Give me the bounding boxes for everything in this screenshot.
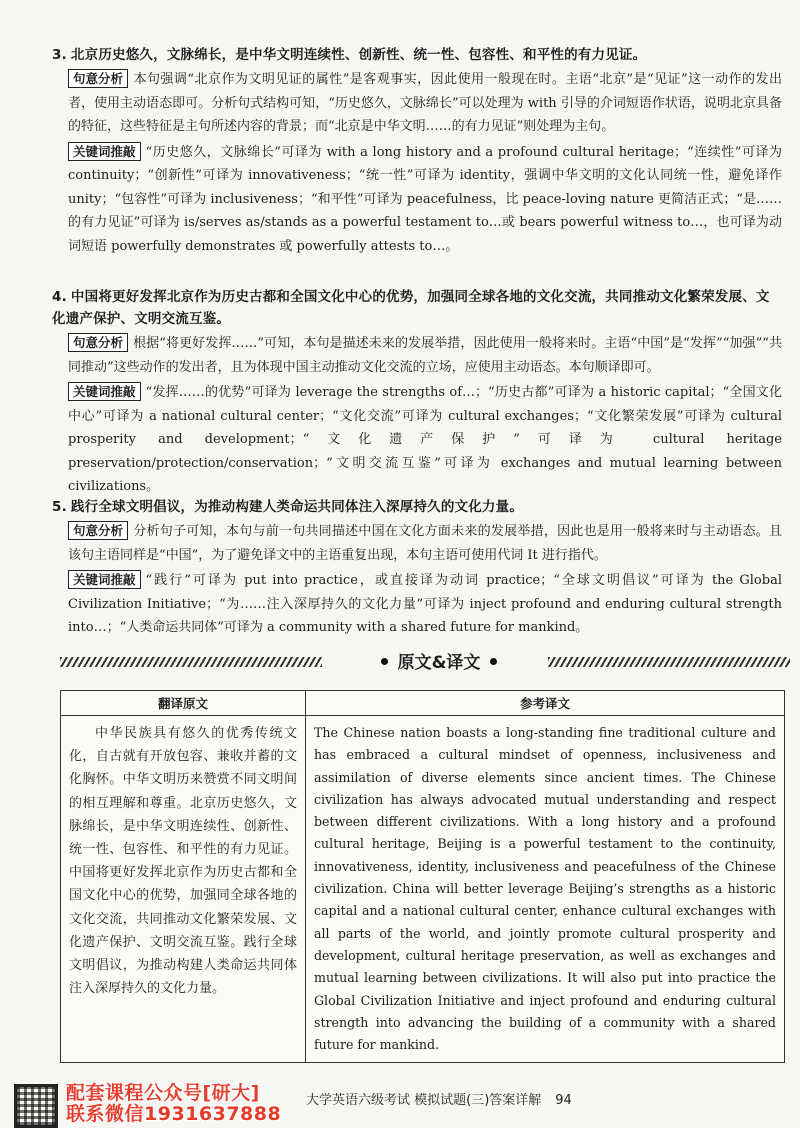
section-title: 原文&译文 <box>330 652 548 674</box>
keywords-paragraph: 关键词推敲 “践行”可译为 put into practice，或直接译为动词 practice；“全球文明倡议”可译为 the Global Civilization Initiative；“为……注入深厚持久的文化力量”可译为 inject profound and enduring cultural strength into…；“人类命运共同体”可译为 a community with a shared future for mankind。 <box>68 572 782 635</box>
analysis-tag: 句意分析 <box>68 69 128 88</box>
item-question: 3. 北京历史悠久，文脉绵长，是中华文明连续性、创新性、统一性、包容性、和平性的有力见证。 <box>52 47 647 63</box>
table-row <box>61 716 785 1063</box>
source-text-cell: 中华民族具有悠久的优秀传统文化，自古就有开放包容、兼收并蓄的文化胸怀。中华文明历来赞赏不同文明间的相互理解和尊重。北京历史悠久，文脉绵长，是中华文明连续性、创新性、统一性、包容性、和平性的有力见证。中国将更好发挥北京作为历史古都和全国文化中心的优势，加强同全球各地的文化交流，共同推动文化繁荣发展、文化遗产保护、文明交流互鉴。践行全球文明倡议，为推动构建人类命运共同体注入深厚持久的文化力量。 <box>61 716 306 1063</box>
analysis-paragraph: 句意分析 根据“将更好发挥……”可知，本句是描述未来的发展举措，因此使用一般将来时。主语“中国”是“发挥”“加强”“共同推动”这些动作的发出者，且为体现中国主动推动文化交流的立场，应使用主动语态。本句顺译即可。 <box>68 335 782 375</box>
section-banner <box>60 652 790 676</box>
qr-code-icon <box>14 1084 58 1128</box>
column-header-reference: 参考译文 <box>306 691 785 716</box>
analysis-paragraph: 句意分析 分析句子可知，本句与前一句共同描述中国在文化方面未来的发展举措，因此也是用一般将来时与主动语态。且该句主语同样是“中国”，为了避免译文中的主语重复出现，本句主语可使用代词 It 进行指代。 <box>68 523 782 563</box>
banner-hatch-left <box>60 657 322 667</box>
reference-text-cell: The Chinese nation boasts a long-standing fine traditional culture and has embraced a cultural mindset of openness, inclusiveness and assimilation of diverse elements since ancient times. The Chinese civilization has always advocated mutual understanding and respect between different civilizations. With a long history and a profound cultural heritage, Beijing is a powerful testament to the continuity, innovativeness, identity, inclusiveness and peacefulness of the Chinese civilization. China will better leverage Beijing’s strengths as a historic capital and a national cultural center, enhance cultural exchanges with all parts of the world, and jointly promote cultural prosperity and development, cultural heritage preservation, as well as exchanges and mutual learning between civilizations. It will also put into practice the Global Civilization Initiative and inject profound and enduring cultural strength into advancing the building of a community with a shared future for mankind. <box>306 716 785 1063</box>
item-question: 4. 中国将更好发挥北京作为历史古都和全国文化中心的优势，加强同全球各地的文化交流，共同推动文化繁荣发展、文化遗产保护、文明交流互鉴。 <box>52 289 770 327</box>
keywords-tag: 关键词推敲 <box>68 142 141 161</box>
keywords-paragraph: 关键词推敲 “发挥……的优势”可译为 leverage the strengths of…；“历史古都”可译为 a historic capital；“全国文化中心”可译为 a national cultural center；“文化交流”可译为 cultural exchanges；“文化繁荣发展”可译为 cultural prosperity and development；“文化遗产保护”可译为 cultural heritage preservation/protection/conservation；“文明交流互鉴”可译为 exchanges and mutual learning between civilizations。 <box>68 384 782 494</box>
column-header-source: 翻译原文 <box>61 691 306 716</box>
page-number: 94 <box>555 1093 572 1108</box>
bullet-dot-icon <box>490 658 497 665</box>
translation-item-4 <box>52 286 782 499</box>
keywords-tag: 关键词推敲 <box>68 570 141 589</box>
translation-item-3 <box>52 44 782 258</box>
bullet-dot-icon <box>381 658 388 665</box>
translation-item-5 <box>52 496 782 640</box>
running-footer <box>306 1092 572 1110</box>
page-footer <box>0 1070 800 1124</box>
item-question: 5. 践行全球文明倡议，为推动构建人类命运共同体注入深厚持久的文化力量。 <box>52 499 524 515</box>
watermark-line-1: 配套课程公众号[研大] <box>66 1082 260 1104</box>
keywords-paragraph: 关键词推敲 “历史悠久，文脉绵长”可译为 with a long history and a profound cultural heritage；“连续性”可译为 continuity；“创新性”可译为 innovativeness；“统一性”可译为 identity，强调中华文明的文化认同统一性，避免译作 unity；“包容性”可译为 inclusiveness；“和平性”可译为 peacefulness，比 peace-loving nature 更简洁正式；“是……的有力见证”可译为 is/serves as/stands as a powerful testament to…或 bears powerful witness to…，也可译为动词短语 powerfully demonstrates 或 powerfully attests to…。 <box>68 143 782 254</box>
watermark-line-2: 联系微信1931637888 <box>66 1103 282 1125</box>
banner-hatch-right <box>548 657 790 667</box>
translation-table <box>60 690 785 1063</box>
analysis-tag: 句意分析 <box>68 333 128 352</box>
running-title: 大学英语六级考试 模拟试题(三)答案详解 <box>306 1093 542 1108</box>
table-header-row <box>61 691 785 716</box>
analysis-tag: 句意分析 <box>68 521 128 540</box>
keywords-tag: 关键词推敲 <box>68 382 141 401</box>
analysis-paragraph: 句意分析 本句强调“北京作为文明见证的属性”是客观事实，因此使用一般现在时。主语“北京”是“见证”这一动作的发出者，使用主动语态即可。分析句式结构可知，“历史悠久，文脉绵长”可以处理为 with 引导的介词短语作状语，说明北京具备的特征，这些特征是主句所述内容的背景；而“北京是中华文明……的有力见证”则处理为主句。 <box>68 71 782 134</box>
